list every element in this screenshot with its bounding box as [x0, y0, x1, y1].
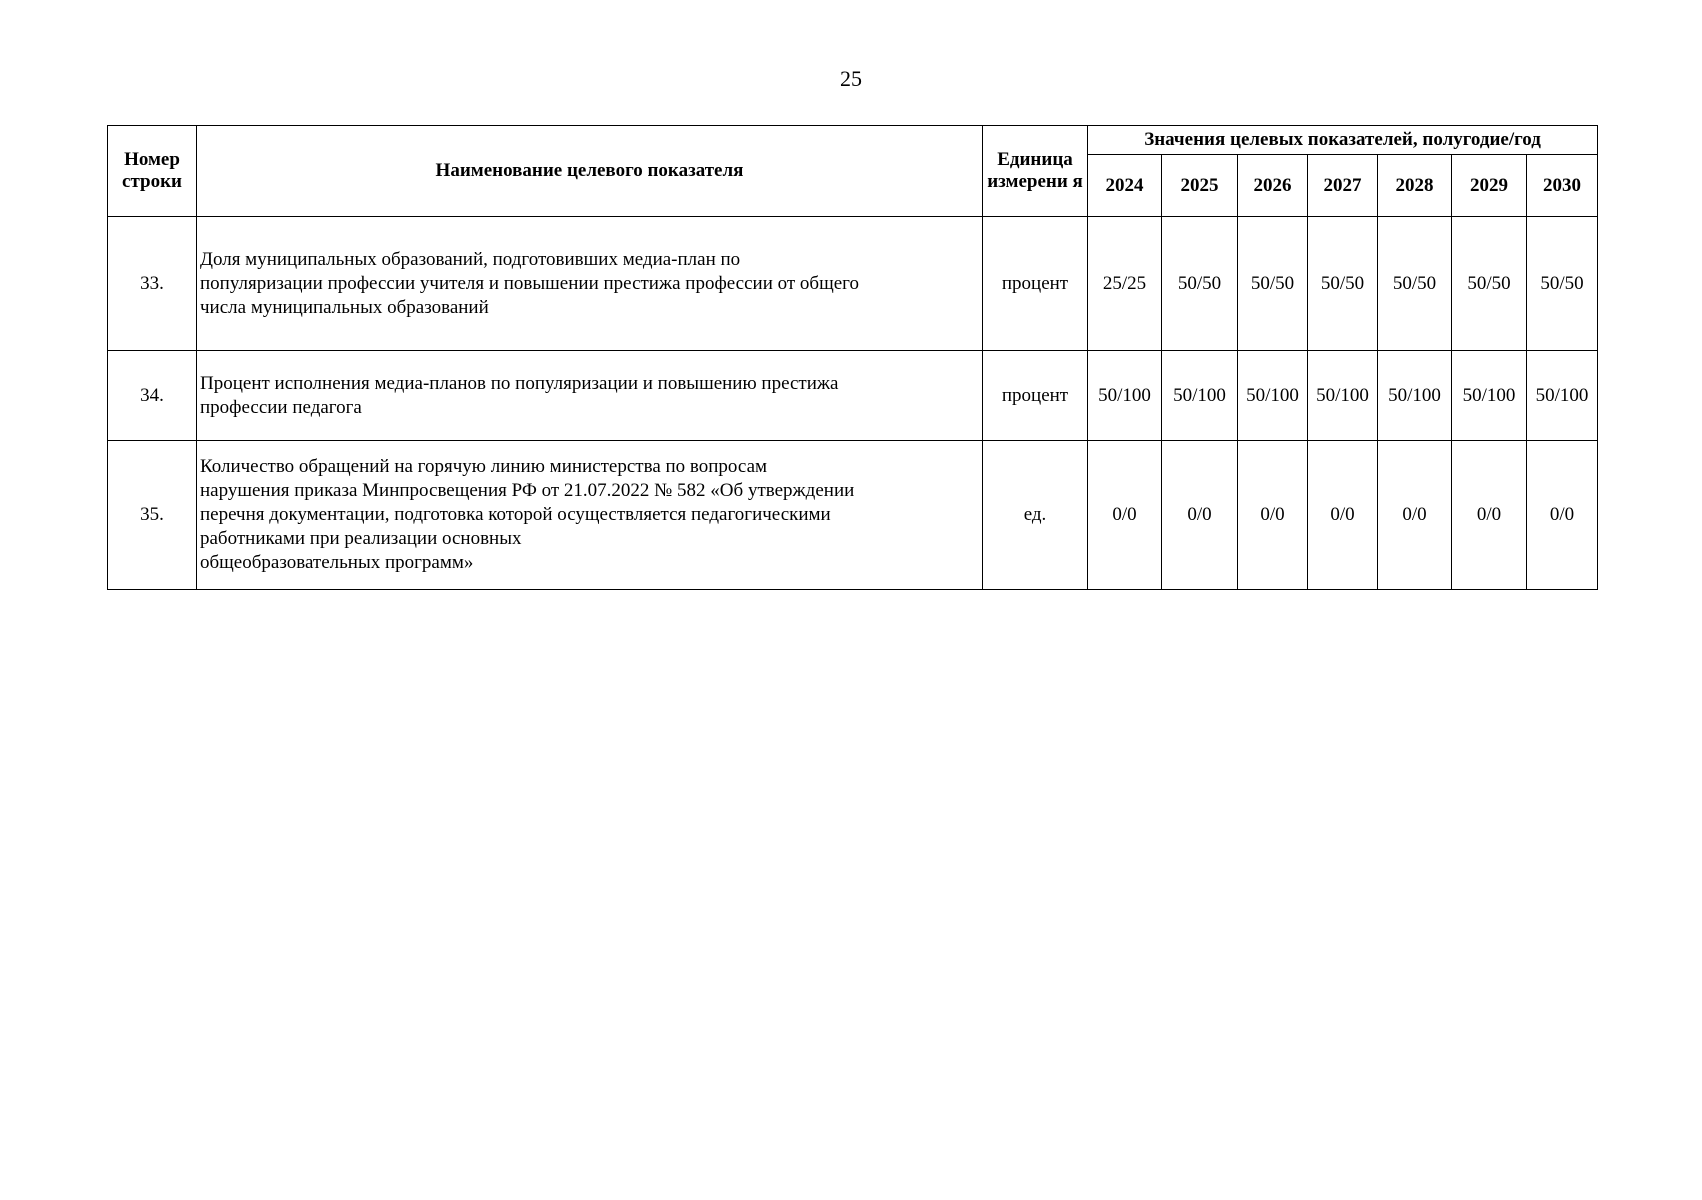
header-year: 2027 — [1308, 155, 1378, 217]
value-cell: 50/50 — [1452, 217, 1527, 351]
header-year: 2028 — [1378, 155, 1452, 217]
row-number-cell: 34. — [108, 351, 197, 441]
row-number-cell: 35. — [108, 441, 197, 590]
value-cell: 50/50 — [1378, 217, 1452, 351]
table-row — [108, 351, 1598, 441]
value-cell: 50/100 — [1378, 351, 1452, 441]
header-year: 2026 — [1238, 155, 1308, 217]
unit-cell: ед. — [983, 441, 1088, 590]
header-values-group: Значения целевых показателей, полугодие/год — [1088, 126, 1598, 155]
value-cell: 50/100 — [1238, 351, 1308, 441]
unit-cell: процент — [983, 351, 1088, 441]
header-row-number: Номер строки — [108, 126, 197, 217]
value-cell: 50/100 — [1452, 351, 1527, 441]
value-cell: 50/100 — [1308, 351, 1378, 441]
row-number-cell: 33. — [108, 217, 197, 351]
indicator-name-cell: Количество обращений на горячую линию министерства по вопросам нарушения приказа Минпросвещения РФ от 21.07.2022 № 582 «Об утверждении перечня документации, подготовка которой осуществляется педагогическими работниками при реализации основных общеобразовательных программ» — [197, 441, 983, 590]
header-unit: Единица измерени я — [983, 126, 1088, 217]
value-cell: 50/100 — [1088, 351, 1162, 441]
header-year: 2030 — [1527, 155, 1598, 217]
table-row — [108, 217, 1598, 351]
value-cell: 0/0 — [1162, 441, 1238, 590]
value-cell: 0/0 — [1527, 441, 1598, 590]
page-number: 25 — [840, 66, 862, 91]
indicators-table — [107, 125, 1598, 590]
header-year: 2025 — [1162, 155, 1238, 217]
table-header-row — [108, 126, 1598, 155]
value-cell: 50/100 — [1527, 351, 1598, 441]
value-cell: 0/0 — [1238, 441, 1308, 590]
header-indicator-name: Наименование целевого показателя — [197, 126, 983, 217]
unit-cell: процент — [983, 217, 1088, 351]
header-year: 2024 — [1088, 155, 1162, 217]
value-cell: 0/0 — [1088, 441, 1162, 590]
value-cell: 0/0 — [1452, 441, 1527, 590]
value-cell: 25/25 — [1088, 217, 1162, 351]
value-cell: 0/0 — [1308, 441, 1378, 590]
value-cell: 50/50 — [1238, 217, 1308, 351]
value-cell: 0/0 — [1378, 441, 1452, 590]
header-year: 2029 — [1452, 155, 1527, 217]
indicator-name-cell: Доля муниципальных образований, подготовивших медиа-план по популяризации профессии учителя и повышении престижа профессии от общего числа муниципальных образований — [197, 217, 983, 351]
table-row — [108, 441, 1598, 590]
indicator-name-cell: Процент исполнения медиа-планов по популяризации и повышению престижа профессии педагога — [197, 351, 983, 441]
value-cell: 50/50 — [1308, 217, 1378, 351]
value-cell: 50/100 — [1162, 351, 1238, 441]
value-cell: 50/50 — [1162, 217, 1238, 351]
value-cell: 50/50 — [1527, 217, 1598, 351]
